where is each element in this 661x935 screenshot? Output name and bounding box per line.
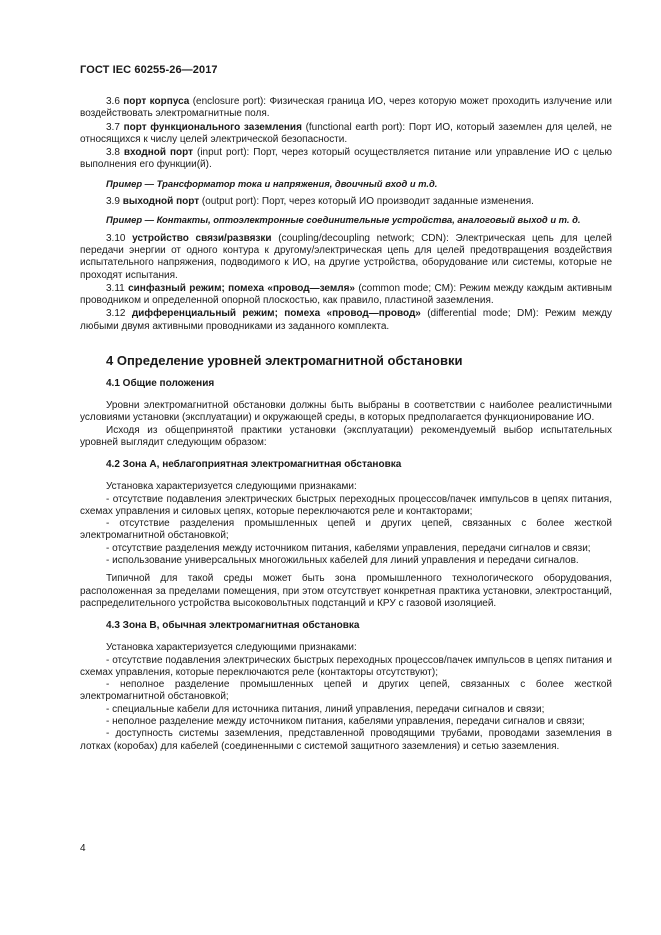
paragraph: Типичной для такой среды может быть зона промышленного технологического оборудования, расположенная за пределами помещения, при этом отсутствует конкретная практика установки, электростанций, распределительного устройства высоковольтных подстанций и КРУ с газовой изоляцией. bbox=[80, 573, 612, 609]
definition-3-11: 3.11 синфазный режим; помеха «провод—земля» (common mode; CM): Режим между каждым активным проводником и определенной опорной плоскостью, как правило, пластиной заземления. bbox=[80, 282, 612, 307]
document-header: ГОСТ IEC 60255-26—2017 bbox=[80, 64, 218, 76]
list-item: - отсутствие разделения между источником питания, кабелями управления, передачи сигналов и связи; bbox=[80, 543, 612, 555]
term: дифференциальный режим; помеха «провод—провод» bbox=[131, 308, 421, 320]
definition-3-8: 3.8 входной порт (input port): Порт, через который осуществляется питание или управление ИО с целью выполнения его функции(й). bbox=[80, 147, 612, 171]
list-item: - использование универсальных многожильных кабелей для линий управления и передачи сигналов. bbox=[80, 555, 612, 567]
example-3-8: Пример — Трансформатор тока и напряжения, двоичный вход и т.д. bbox=[106, 177, 438, 189]
example-3-9: Пример — Контакты, оптоэлектронные соединительные устройства, аналоговый выход и т. д. bbox=[106, 214, 581, 226]
paragraph: Установка характеризуется следующими признаками: bbox=[106, 481, 357, 493]
definition-3-9: 3.9 выходной порт (output port): Порт, через который ИО производит заданные изменения. bbox=[106, 196, 534, 208]
section-4-title: 4 Определение уровней электромагнитной обстановки bbox=[106, 353, 463, 369]
term: устройство связи/развязки bbox=[132, 232, 272, 244]
definition-3-7: 3.7 порт функционального заземления (functional earth port): Порт ИО, который заземлен для целей, не относящихся к числу целей электрической безопасности. bbox=[80, 121, 612, 145]
term: синфазный режим; помеха «провод—земля» bbox=[128, 282, 355, 294]
page-number: 4 bbox=[80, 843, 86, 854]
list-item: - доступность системы заземления, представленной проводящими трубами, проводами заземления в лотках (коробах) для кабелей (соединенными с системой защитного заземления) и сетью заземления. bbox=[80, 728, 612, 753]
definition-3-10: 3.10 устройство связи/развязки (coupling/decoupling network; CDN): Электрическая цепь для целей передачи энергии от одного контура к другому/электрическая цепь для целей предотвращения воздействия испытательного напряжения, подводимого к ИО, на другие устройства, оборудование или системы, которые не проходят испытания. bbox=[80, 232, 613, 281]
definition-3-12: 3.12 дифференциальный режим; помеха «провод—провод» (differential mode; DM): Режим между любыми двумя активными проводниками из заданного комплекта. bbox=[80, 308, 613, 332]
section-4-1-title: 4.1 Общие положения bbox=[106, 378, 215, 390]
definition-3-6: 3.6 порт корпуса (enclosure port): Физическая граница ИО, через которую может проходить излучение или воздействовать электромагнитные поля. bbox=[80, 96, 612, 120]
paragraph: Уровни электромагнитной обстановки должны быть выбраны в соответствии с наиболее реалистичными условиями установки (эксплуатации) и окружающей среды, в которых предполагается функционирование ИО. bbox=[80, 400, 612, 424]
list-item: - неполное разделение промышленных цепей и других цепей, связанных с более жесткой электромагнитной обстановкой; bbox=[80, 679, 612, 704]
term: входной порт bbox=[123, 147, 193, 159]
list-item: - отсутствие разделения промышленных цепей и других цепей, связанных с более жесткой электромагнитной обстановкой; bbox=[80, 518, 612, 543]
zone-a-list bbox=[80, 494, 612, 568]
term: порт корпуса bbox=[123, 96, 190, 107]
list-item: - неполное разделение между источником питания, кабелями управления, передачи сигналов и связи; bbox=[80, 716, 612, 728]
section-4-3-title: 4.3 Зона В, обычная электромагнитная обстановка bbox=[106, 620, 360, 632]
list-item: - специальные кабели для источника питания, линий управления, передачи сигналов и связи; bbox=[80, 704, 612, 716]
paragraph: Установка характеризуется следующими признаками: bbox=[106, 642, 357, 654]
list-item: - отсутствие подавления электрических быстрых переходных процессов/пачек импульсов в цепях питания, схемах управления и силовых цепях, которые переключаются реле и контакторами; bbox=[80, 494, 612, 519]
page-body bbox=[80, 95, 612, 753]
term: выходной порт bbox=[122, 196, 200, 208]
section-4-2-title: 4.2 Зона А, неблагоприятная электромагнитная обстановка bbox=[106, 459, 402, 471]
list-item: - отсутствие подавления электрических быстрых переходных процессов/пачек импульсов в цепях питания и схемах управления, которые переключаются реле (контакторы отсутствуют); bbox=[80, 655, 612, 680]
zone-b-list bbox=[80, 655, 612, 753]
term: порт функционального заземления bbox=[123, 121, 302, 133]
paragraph: Исходя из общепринятой практики установки (эксплуатации) рекомендуемый выбор испытательных уровней выглядит следующим образом: bbox=[80, 424, 612, 448]
